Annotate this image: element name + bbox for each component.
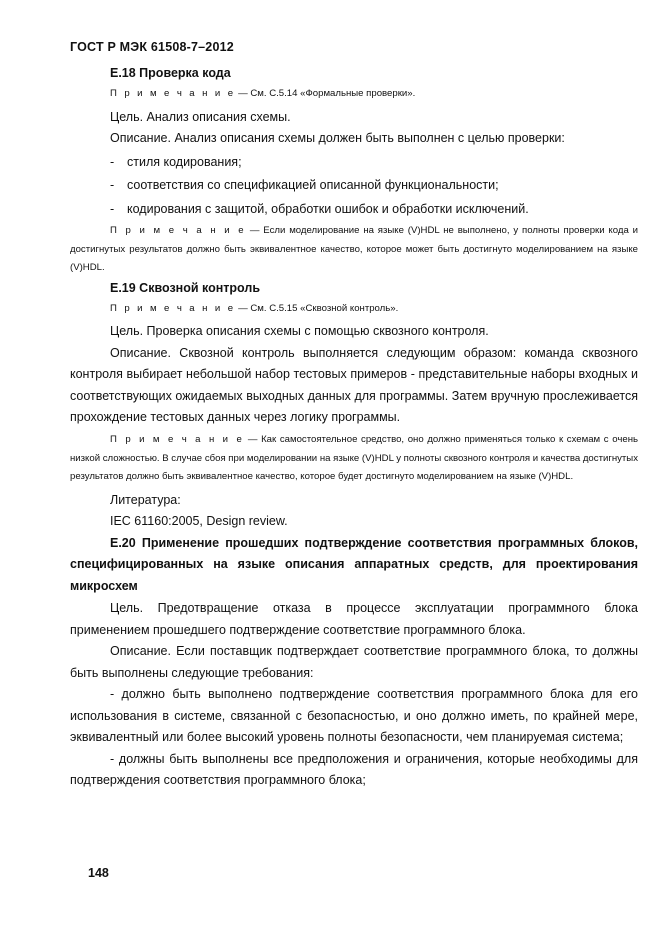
list-item: - соответствия со спецификацией описанной функциональности; <box>110 175 638 197</box>
section-title-e20: Е.20 Применение прошедших подтверждение соответствия программных блоков, специфицированных на языке описания аппаратных средств, для проектирования микросхем <box>70 535 638 593</box>
note-e19-1 <box>70 300 638 319</box>
note-text: — См. С.5.15 «Сквозной контроль». <box>235 302 399 314</box>
page-number: 148 <box>88 866 109 880</box>
note-label: П р и м е ч а н и е <box>110 433 245 445</box>
e20-requirement-1: - должно быть выполнено подтверждение соответствия программного блока для его использования в системе, связанной с безопасностью, и оно должно иметь, по крайней мере, эквивалентный или более высокий уровень полноты безопасности, чем планируемая система; <box>70 687 638 745</box>
e19-description: Описание. Сквозной контроль выполняется следующим образом: команда сквозного контроля выбирает небольшой набор тестовых примеров - представительные наборы входных и соответствующих ожидаемых выходных данных для программы. Затем вручную прослеживается прохождение тестовых данных через логику программы. <box>70 345 638 425</box>
list-item-text: соответствия со спецификацией описанной функциональности; <box>127 178 499 193</box>
list-item: - кодирования с защитой, обработки ошибок и обработки исключений. <box>110 199 638 221</box>
e20-requirement-2: - должны быть выполнены все предположения и ограничения, которые необходимы для подтверждения соответствия программного блока; <box>70 751 638 788</box>
note-e19-2 <box>70 431 638 487</box>
note-text: — Если моделирование на языке (V)HDL не выполнено, у полноты проверки кода и достигнутых результатов должно быть эквивалентное качество, которое может быть достигнуто моделированием на языке (V)HDL. <box>70 225 638 274</box>
e18-goal: Цель. Анализ описания схемы. <box>110 109 291 124</box>
e18-description: Описание. Анализ описания схемы должен быть выполнен с целью проверки: <box>110 131 565 146</box>
literature-label: Литература: <box>110 492 181 507</box>
literature-reference: IEC 61160:2005, Design review. <box>110 514 288 529</box>
list-item-text: стиля кодирования; <box>127 154 242 169</box>
e20-description: Описание. Если поставщик подтверждает соответствие программного блока, то должны быть выполнены следующие требования: <box>70 644 638 680</box>
note-text: — См. С.5.14 «Формальные проверки». <box>235 88 416 99</box>
section-title-e19: Е.19 Сквозной контроль <box>110 280 260 295</box>
section-title-e18: Е.18 Проверка кода <box>110 66 231 80</box>
e20-goal: Цель. Предотвращение отказа в процессе эксплуатации программного блока применением прошедшего подтверждение соответствие программного блока. <box>70 601 638 637</box>
note-label: П р и м е ч а н и е <box>110 88 236 99</box>
list-item: - стиля кодирования; <box>110 152 638 174</box>
list-item-text: кодирования с защитой, обработки ошибок и обработки исключений. <box>127 201 529 216</box>
note-e18-1 <box>70 85 638 104</box>
document-header: ГОСТ Р МЭК 61508-7–2012 <box>70 40 234 54</box>
note-e18-2 <box>70 222 638 278</box>
note-label: П р и м е ч а н и е <box>110 225 247 237</box>
e19-goal: Цель. Проверка описания схемы с помощью сквозного контроля. <box>110 324 489 339</box>
note-text: — Как самостоятельное средство, оно должно применяться только к схемам с очень низкой сложностью. В случае сбоя при моделировании на языке (V)HDL у полноты сквозного контроля и качества достигнутых результатов должно быть эквивалентное качество, которое будет достигнуто моделированием на языке (V)HDL. <box>70 433 638 483</box>
note-label: П р и м е ч а н и е <box>110 302 236 314</box>
